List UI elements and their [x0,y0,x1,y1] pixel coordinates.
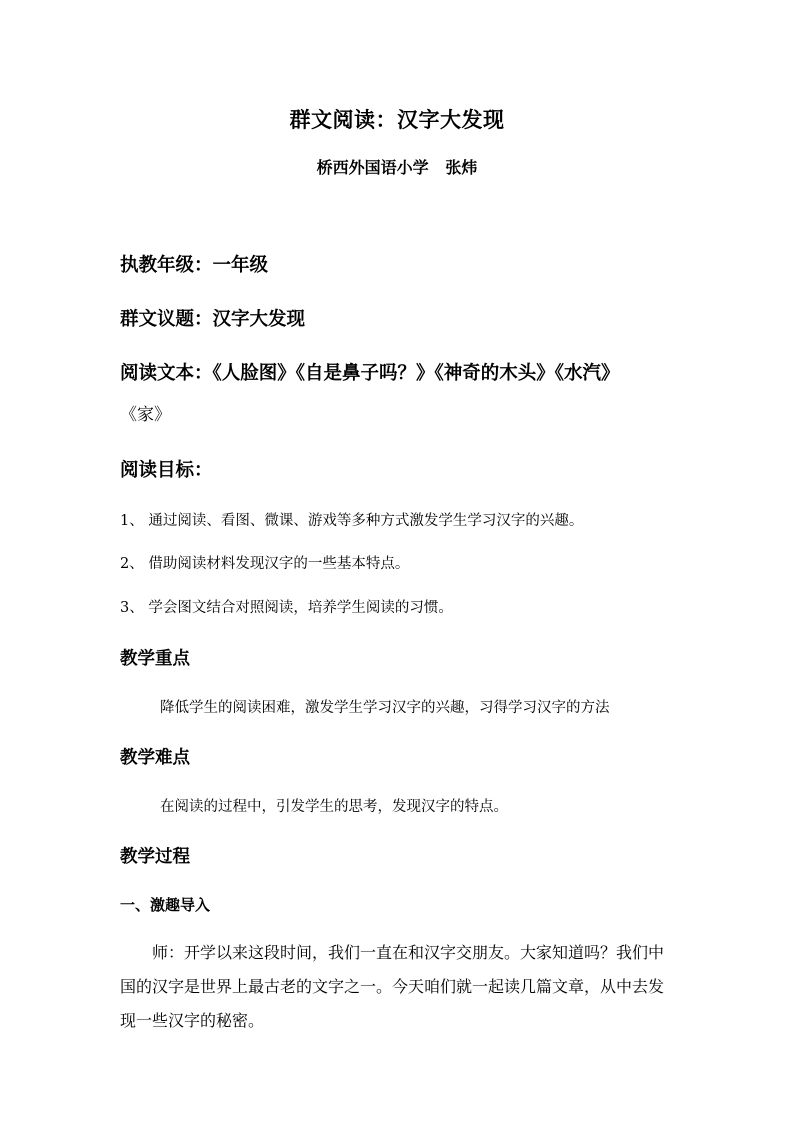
goal-item: 1、 通过阅读、看图、微课、游戏等多种方式激发学生学习汉字的兴趣。 [120,513,584,529]
difficulties-heading: 教学难点 [120,748,190,768]
reading-texts-line-2: 《家》 [120,405,171,425]
reading-texts-line-1: 阅读文本：《人脸图》《自是鼻子吗？》《神奇的木头》《水汽》 [120,363,620,384]
key-points-text: 降低学生的阅读困难，激发学生学习汉字的兴趣，习得学习汉字的方法 [160,700,610,716]
goals-heading: 阅读目标： [120,460,213,481]
author-line: 桥西外国语小学 张炜 [316,158,478,177]
goal-item: 2、 借助阅读材料发现汉字的一些基本特点。 [120,556,410,572]
document-title: 群文阅读：汉字大发现 [289,107,505,132]
grade-line: 执教年级：一年级 [120,255,269,276]
difficulties-text: 在阅读的过程中，引发学生的思考，发现汉字的特点。 [160,799,508,815]
step1-heading: 一、激趣导入 [120,896,211,914]
key-points-heading: 教学重点 [120,649,190,669]
step1-paragraph: 师：开学以来这段时间，我们一直在和汉字交朋友。大家知道吗？我们中国的汉字是世界上最古老的文字之一。今天咱们就一起读几篇文章，从中去发现一些汉字的秘密。 [120,943,665,1030]
topic-line: 群文议题：汉字大发现 [120,309,306,330]
process-heading: 教学过程 [120,847,190,867]
goal-item: 3、 学会图文结合对照阅读，培养学生阅读的习惯。 [120,600,453,616]
